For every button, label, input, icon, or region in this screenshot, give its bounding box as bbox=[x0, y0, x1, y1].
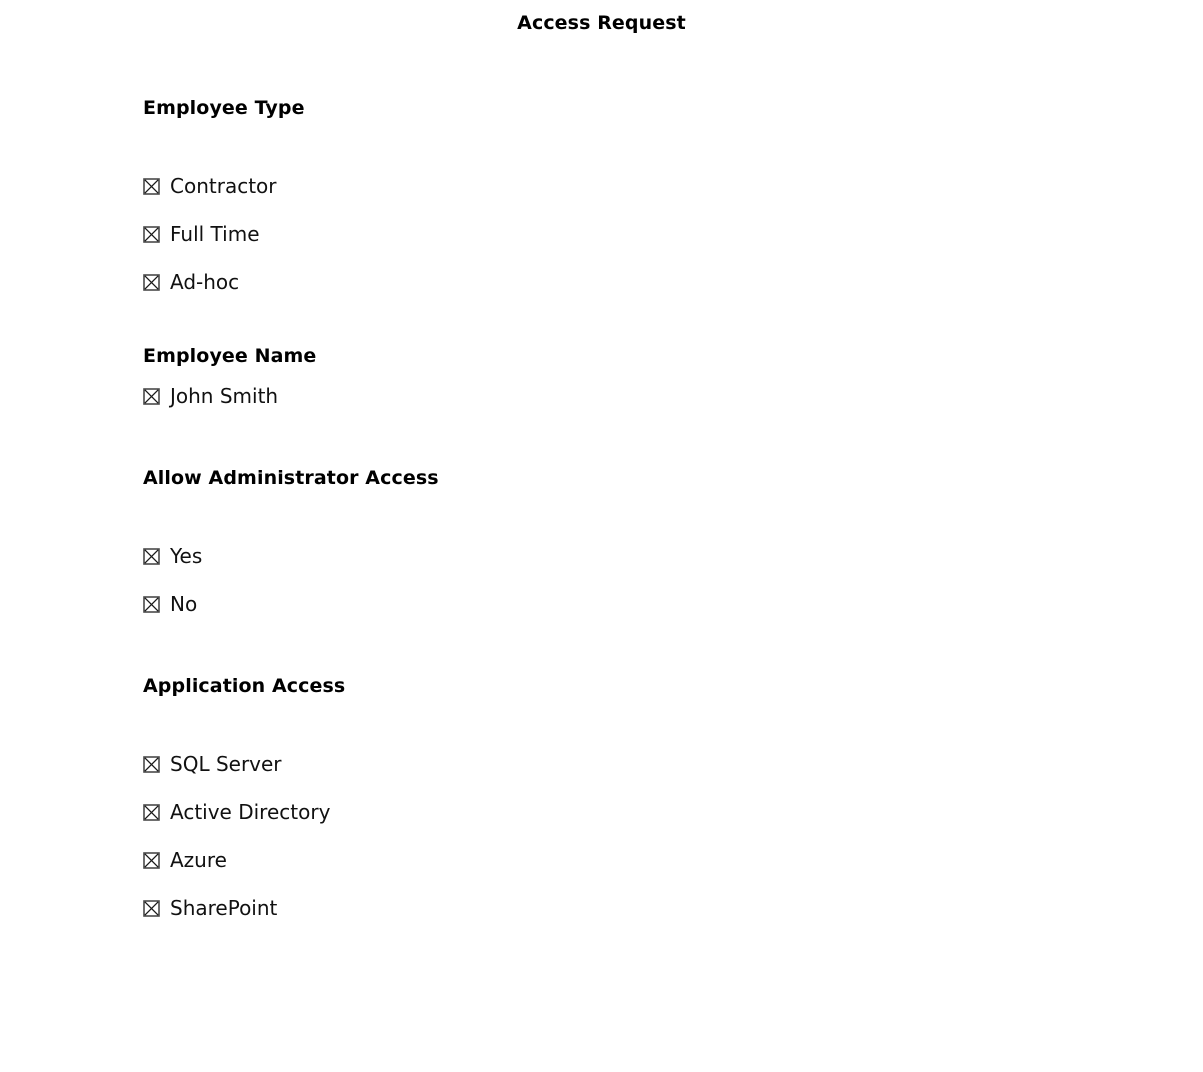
section-application-access bbox=[143, 674, 1043, 922]
section-heading: Employee Name bbox=[143, 345, 317, 367]
spacer bbox=[143, 490, 1043, 542]
checkbox-option-label: SQL Server bbox=[170, 752, 282, 776]
checkbox-option-row[interactable] bbox=[143, 750, 282, 778]
checkbox-option-row[interactable] bbox=[143, 172, 277, 200]
spacer bbox=[143, 368, 1043, 382]
spacer bbox=[143, 698, 1043, 750]
checkbox-option-label: Azure bbox=[170, 848, 227, 872]
checkbox-option-row[interactable] bbox=[143, 268, 239, 296]
checked-checkbox-icon[interactable] bbox=[143, 548, 160, 565]
spacer bbox=[143, 120, 1043, 172]
section-heading: Application Access bbox=[143, 675, 346, 697]
checkbox-option-row[interactable] bbox=[143, 846, 227, 874]
checkbox-option-row[interactable] bbox=[143, 382, 278, 410]
section-heading: Employee Type bbox=[143, 97, 305, 119]
checkbox-option-label: John Smith bbox=[170, 384, 279, 408]
checked-checkbox-icon[interactable] bbox=[143, 756, 160, 773]
section-spacer bbox=[143, 618, 1043, 674]
section-spacer bbox=[143, 410, 1043, 466]
checkbox-option-label: Yes bbox=[170, 544, 203, 568]
checkbox-option-row[interactable] bbox=[143, 798, 330, 826]
checkbox-option-label: Active Directory bbox=[170, 800, 331, 824]
checked-checkbox-icon[interactable] bbox=[143, 804, 160, 821]
checked-checkbox-icon[interactable] bbox=[143, 226, 160, 243]
checkbox-option-label: Full Time bbox=[170, 222, 260, 246]
checkbox-option-label: No bbox=[170, 592, 198, 616]
checkbox-option-label: Ad-hoc bbox=[170, 270, 240, 294]
checkbox-option-label: SharePoint bbox=[170, 896, 278, 920]
checked-checkbox-icon[interactable] bbox=[143, 900, 160, 917]
section-employee-type bbox=[143, 96, 1043, 296]
checkbox-option-row[interactable] bbox=[143, 220, 260, 248]
page-title: Access Request bbox=[517, 12, 686, 34]
section-allow-administrator-access bbox=[143, 466, 1043, 618]
section-heading: Allow Administrator Access bbox=[143, 467, 439, 489]
checkbox-option-label: Contractor bbox=[170, 174, 277, 198]
form-body bbox=[143, 96, 1043, 922]
checkbox-option-row[interactable] bbox=[143, 542, 202, 570]
checked-checkbox-icon[interactable] bbox=[143, 178, 160, 195]
checkbox-option-row[interactable] bbox=[143, 894, 277, 922]
section-employee-name bbox=[143, 344, 1043, 410]
checkbox-option-row[interactable] bbox=[143, 590, 197, 618]
section-spacer bbox=[143, 296, 1043, 344]
checked-checkbox-icon[interactable] bbox=[143, 596, 160, 613]
checked-checkbox-icon[interactable] bbox=[143, 852, 160, 869]
checked-checkbox-icon[interactable] bbox=[143, 274, 160, 291]
checked-checkbox-icon[interactable] bbox=[143, 388, 160, 405]
